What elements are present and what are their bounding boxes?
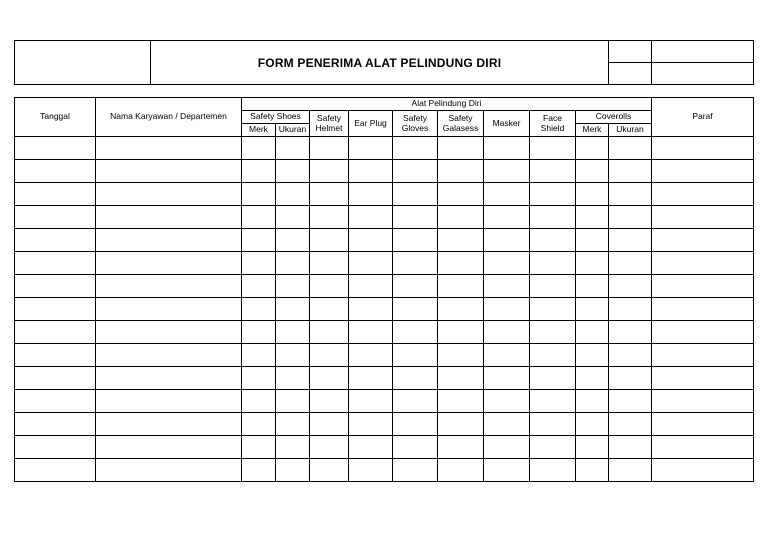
table-cell[interactable] (349, 252, 393, 275)
table-cell[interactable] (96, 275, 242, 298)
table-cell[interactable] (576, 183, 609, 206)
table-cell[interactable] (609, 137, 652, 160)
table-row (15, 344, 754, 367)
table-cell[interactable] (609, 390, 652, 413)
table-cell[interactable] (393, 367, 438, 390)
table-cell[interactable] (609, 206, 652, 229)
table-cell[interactable] (349, 160, 393, 183)
table-cell[interactable] (15, 344, 96, 367)
table-cell[interactable] (576, 252, 609, 275)
table-cell[interactable] (15, 321, 96, 344)
table-cell[interactable] (530, 413, 576, 436)
table-cell[interactable] (393, 229, 438, 252)
doc-info-value-1 (652, 41, 754, 63)
table-cell[interactable] (484, 344, 530, 367)
table-cell[interactable] (310, 275, 349, 298)
table-cell[interactable] (276, 160, 310, 183)
table-cell[interactable] (242, 183, 276, 206)
table-cell[interactable] (438, 160, 484, 183)
table-cell[interactable] (96, 137, 242, 160)
table-cell[interactable] (310, 367, 349, 390)
table-cell[interactable] (242, 137, 276, 160)
table-cell[interactable] (438, 275, 484, 298)
table-cell[interactable] (530, 344, 576, 367)
table-cell[interactable] (349, 321, 393, 344)
table-cell[interactable] (484, 137, 530, 160)
table-cell[interactable] (96, 183, 242, 206)
col-tanggal-header: Tanggal (15, 98, 96, 137)
table-cell[interactable] (652, 160, 754, 183)
table-cell[interactable] (438, 367, 484, 390)
table-cell[interactable] (652, 275, 754, 298)
table-cell[interactable] (438, 321, 484, 344)
table-cell[interactable] (310, 321, 349, 344)
table-cell[interactable] (530, 137, 576, 160)
table-cell[interactable] (349, 459, 393, 482)
table-row (15, 206, 754, 229)
table-cell[interactable] (438, 298, 484, 321)
table-cell[interactable] (609, 298, 652, 321)
table-cell[interactable] (310, 344, 349, 367)
col-paraf-header: Paraf (652, 98, 754, 137)
table-cell[interactable] (15, 413, 96, 436)
table-cell[interactable] (576, 137, 609, 160)
table-cell[interactable] (393, 321, 438, 344)
table-cell[interactable] (310, 390, 349, 413)
table-cell[interactable] (652, 367, 754, 390)
table-cell[interactable] (310, 436, 349, 459)
table-cell[interactable] (576, 298, 609, 321)
table-cell[interactable] (438, 459, 484, 482)
table-cell[interactable] (276, 206, 310, 229)
table-cell[interactable] (310, 160, 349, 183)
table-cell[interactable] (15, 183, 96, 206)
table-cell[interactable] (652, 321, 754, 344)
table-cell[interactable] (652, 459, 754, 482)
table-cell[interactable] (438, 436, 484, 459)
safety-galasess-header: Safety Galasess (438, 111, 484, 137)
table-cell[interactable] (652, 344, 754, 367)
table-cell[interactable] (276, 390, 310, 413)
table-cell[interactable] (242, 229, 276, 252)
table-cell[interactable] (530, 459, 576, 482)
table-cell[interactable] (652, 436, 754, 459)
table-row (15, 229, 754, 252)
table-cell[interactable] (349, 413, 393, 436)
table-row (15, 137, 754, 160)
table-cell[interactable] (438, 344, 484, 367)
table-cell[interactable] (609, 344, 652, 367)
table-cell[interactable] (576, 275, 609, 298)
table-cell[interactable] (438, 390, 484, 413)
table-cell[interactable] (609, 183, 652, 206)
table-cell[interactable] (438, 137, 484, 160)
table-cell[interactable] (484, 252, 530, 275)
table-cell[interactable] (484, 390, 530, 413)
table-row (15, 321, 754, 344)
table-cell[interactable] (393, 436, 438, 459)
table-cell[interactable] (242, 390, 276, 413)
table-row (15, 183, 754, 206)
table-body (15, 137, 754, 482)
table-cell[interactable] (96, 206, 242, 229)
table-cell[interactable] (349, 298, 393, 321)
table-cell[interactable] (276, 321, 310, 344)
table-cell[interactable] (242, 298, 276, 321)
table-cell[interactable] (530, 275, 576, 298)
table-cell[interactable] (652, 183, 754, 206)
table-cell[interactable] (310, 298, 349, 321)
table-cell[interactable] (96, 252, 242, 275)
table-cell[interactable] (652, 413, 754, 436)
table-cell[interactable] (530, 160, 576, 183)
table-cell[interactable] (438, 183, 484, 206)
table-cell[interactable] (530, 229, 576, 252)
table-cell[interactable] (15, 459, 96, 482)
table-row (15, 436, 754, 459)
table-cell[interactable] (393, 390, 438, 413)
table-cell[interactable] (15, 229, 96, 252)
table-cell[interactable] (484, 229, 530, 252)
table-cell[interactable] (349, 275, 393, 298)
table-cell[interactable] (393, 298, 438, 321)
table-cell[interactable] (15, 367, 96, 390)
table-cell[interactable] (96, 298, 242, 321)
masker-header: Masker (484, 111, 530, 137)
doc-info-value-2 (652, 63, 754, 85)
table-cell[interactable] (576, 367, 609, 390)
logo-cell (15, 41, 151, 85)
table-cell[interactable] (530, 321, 576, 344)
table-cell[interactable] (15, 275, 96, 298)
table-cell[interactable] (484, 413, 530, 436)
table-cell[interactable] (349, 206, 393, 229)
face-shield-header: Face Shield (530, 111, 576, 137)
table-cell[interactable] (609, 436, 652, 459)
table-cell[interactable] (242, 413, 276, 436)
table-cell[interactable] (484, 183, 530, 206)
coverolls-header: Coverolls (576, 111, 652, 124)
table-cell[interactable] (438, 252, 484, 275)
coverolls-merk-header: Merk (576, 124, 609, 137)
table-cell[interactable] (609, 275, 652, 298)
table-cell[interactable] (530, 252, 576, 275)
table-cell[interactable] (576, 160, 609, 183)
table-cell[interactable] (609, 459, 652, 482)
table-cell[interactable] (576, 436, 609, 459)
ear-plug-header: Ear Plug (349, 111, 393, 137)
table-cell[interactable] (576, 459, 609, 482)
table-cell[interactable] (484, 321, 530, 344)
table-cell[interactable] (15, 390, 96, 413)
table-cell[interactable] (576, 229, 609, 252)
table-cell[interactable] (96, 459, 242, 482)
table-cell[interactable] (652, 229, 754, 252)
table-row (15, 298, 754, 321)
table-cell[interactable] (276, 252, 310, 275)
table-cell[interactable] (242, 206, 276, 229)
table-cell[interactable] (310, 459, 349, 482)
table-cell[interactable] (393, 459, 438, 482)
table-cell[interactable] (276, 367, 310, 390)
table-row (15, 275, 754, 298)
table-cell[interactable] (349, 367, 393, 390)
doc-info-label-1 (609, 41, 652, 63)
table-cell[interactable] (576, 344, 609, 367)
table-cell[interactable] (96, 367, 242, 390)
shoes-ukuran-header: Ukuran (276, 124, 310, 137)
table-cell[interactable] (310, 413, 349, 436)
table-cell[interactable] (530, 298, 576, 321)
table-cell[interactable] (310, 137, 349, 160)
table-cell[interactable] (609, 160, 652, 183)
table-cell[interactable] (438, 229, 484, 252)
table-cell[interactable] (438, 413, 484, 436)
table-cell[interactable] (530, 436, 576, 459)
table-cell[interactable] (276, 344, 310, 367)
table-cell[interactable] (349, 183, 393, 206)
table-cell[interactable] (276, 229, 310, 252)
table-cell[interactable] (96, 321, 242, 344)
table-cell[interactable] (349, 390, 393, 413)
table-cell[interactable] (609, 229, 652, 252)
table-cell[interactable] (15, 206, 96, 229)
table-cell[interactable] (609, 252, 652, 275)
shoes-merk-header: Merk (242, 124, 276, 137)
table-cell[interactable] (15, 436, 96, 459)
table-row (15, 160, 754, 183)
table-cell[interactable] (393, 160, 438, 183)
form-header-box (14, 40, 754, 85)
table-cell[interactable] (276, 183, 310, 206)
coverolls-ukuran-header: Ukuran (609, 124, 652, 137)
table-cell[interactable] (310, 229, 349, 252)
table-cell[interactable] (393, 183, 438, 206)
table-cell[interactable] (652, 137, 754, 160)
table-cell[interactable] (242, 321, 276, 344)
table-cell[interactable] (576, 206, 609, 229)
table-cell[interactable] (484, 367, 530, 390)
table-row (15, 413, 754, 436)
table-cell[interactable] (242, 367, 276, 390)
table-row (15, 252, 754, 275)
apd-receipt-table (14, 97, 754, 482)
doc-info-label-2 (609, 63, 652, 85)
table-cell[interactable] (576, 390, 609, 413)
table-cell[interactable] (652, 252, 754, 275)
table-cell[interactable] (484, 275, 530, 298)
table-cell[interactable] (276, 298, 310, 321)
table-cell[interactable] (393, 344, 438, 367)
table-cell[interactable] (484, 459, 530, 482)
table-cell[interactable] (96, 229, 242, 252)
table-cell[interactable] (15, 298, 96, 321)
form-title: FORM PENERIMA ALAT PELINDUNG DIRI (151, 41, 609, 85)
table-cell[interactable] (576, 413, 609, 436)
table-row (15, 459, 754, 482)
table-cell[interactable] (242, 252, 276, 275)
table-cell[interactable] (530, 206, 576, 229)
table-cell[interactable] (652, 206, 754, 229)
table-cell[interactable] (15, 252, 96, 275)
table-cell[interactable] (530, 367, 576, 390)
table-cell[interactable] (393, 137, 438, 160)
table-cell[interactable] (242, 459, 276, 482)
table-cell[interactable] (310, 206, 349, 229)
table-cell[interactable] (438, 206, 484, 229)
table-cell[interactable] (310, 252, 349, 275)
table-cell[interactable] (276, 413, 310, 436)
table-cell[interactable] (484, 436, 530, 459)
table-cell[interactable] (15, 160, 96, 183)
table-cell[interactable] (393, 206, 438, 229)
table-cell[interactable] (652, 298, 754, 321)
table-cell[interactable] (393, 413, 438, 436)
table-cell[interactable] (242, 436, 276, 459)
table-cell[interactable] (96, 390, 242, 413)
apd-group-header: Alat Pelindung Diri (242, 98, 652, 111)
table-cell[interactable] (609, 413, 652, 436)
table-cell[interactable] (484, 298, 530, 321)
table-cell[interactable] (349, 229, 393, 252)
table-cell[interactable] (393, 275, 438, 298)
table-cell[interactable] (276, 436, 310, 459)
table-cell[interactable] (349, 137, 393, 160)
table-cell[interactable] (242, 160, 276, 183)
table-cell[interactable] (530, 183, 576, 206)
table-cell[interactable] (484, 160, 530, 183)
table-cell[interactable] (484, 206, 530, 229)
table-row (15, 367, 754, 390)
table-cell[interactable] (242, 344, 276, 367)
safety-shoes-header: Safety Shoes (242, 111, 310, 124)
safety-helmet-header: Safety Helmet (310, 111, 349, 137)
safety-gloves-header: Safety Gloves (393, 111, 438, 137)
table-row (15, 390, 754, 413)
table-cell[interactable] (96, 413, 242, 436)
table-cell[interactable] (576, 321, 609, 344)
table-cell[interactable] (15, 137, 96, 160)
table-cell[interactable] (609, 321, 652, 344)
table-cell[interactable] (349, 436, 393, 459)
table-cell[interactable] (242, 275, 276, 298)
table-cell[interactable] (393, 252, 438, 275)
table-cell[interactable] (96, 436, 242, 459)
table-cell[interactable] (276, 137, 310, 160)
col-nama-header: Nama Karyawan / Departemen (96, 98, 242, 137)
table-cell[interactable] (276, 275, 310, 298)
table-cell[interactable] (530, 390, 576, 413)
table-cell[interactable] (276, 459, 310, 482)
table-cell[interactable] (349, 344, 393, 367)
table-cell[interactable] (96, 344, 242, 367)
table-cell[interactable] (310, 183, 349, 206)
table-cell[interactable] (609, 367, 652, 390)
table-cell[interactable] (652, 390, 754, 413)
table-cell[interactable] (96, 160, 242, 183)
